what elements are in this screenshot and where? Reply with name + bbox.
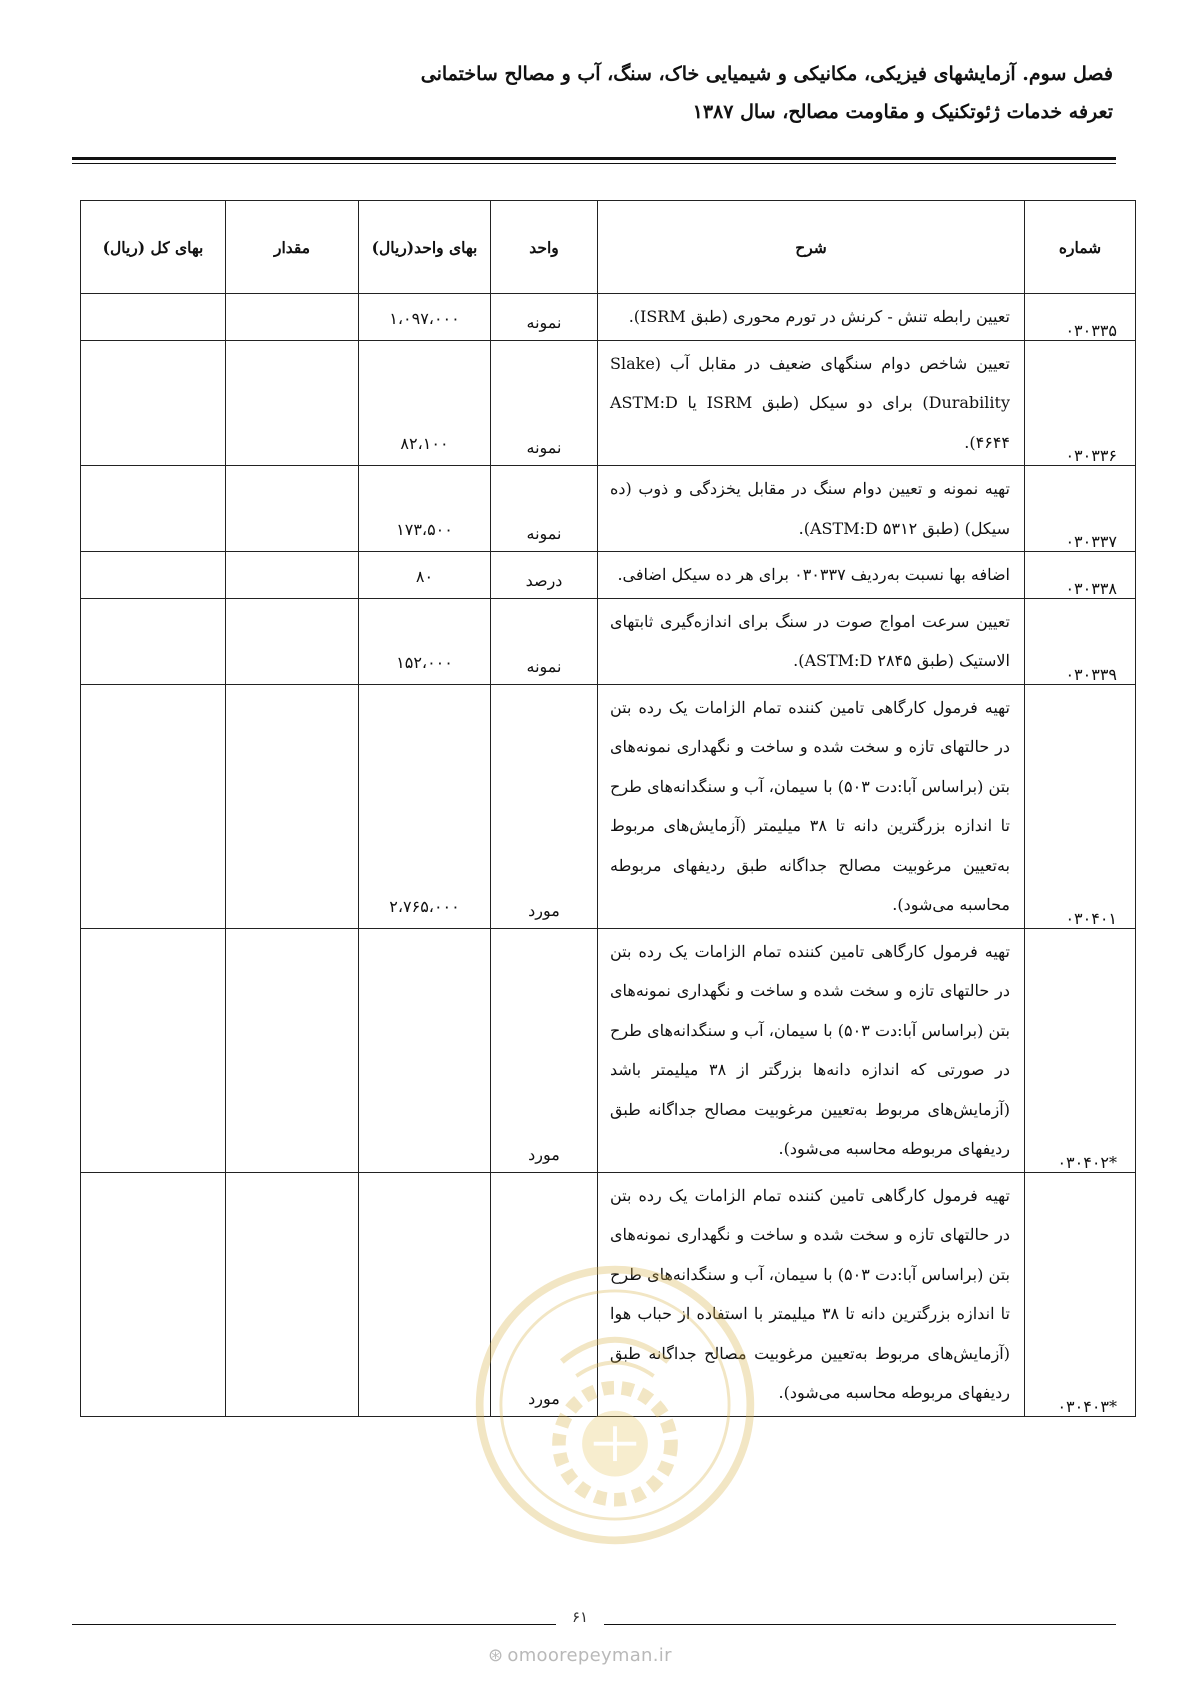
table-row — [81, 294, 1136, 341]
table-row — [81, 340, 1136, 466]
row-number: ۰۳۰۳۳۶ — [1025, 340, 1136, 466]
page-number: ۶۱ — [572, 1608, 589, 1626]
row-quantity — [226, 928, 359, 1172]
row-description: اضافه بها نسبت به‌ردیف ۰۳۰۳۳۷ برای هر ده سیکل اضافی. — [598, 552, 1025, 599]
page-header — [73, 55, 1113, 131]
row-number: *۰۳۰۴۰۳ — [1025, 1172, 1136, 1416]
table-row — [81, 928, 1136, 1172]
row-unit-price — [359, 928, 491, 1172]
header-unit-price: بهای واحد(ریال) — [359, 201, 491, 294]
table-row — [81, 466, 1136, 552]
watermark-logo-icon: ⊛ — [488, 1645, 504, 1666]
row-unit: نمونه — [491, 598, 598, 684]
row-unit: مورد — [491, 1172, 598, 1416]
row-unit: مورد — [491, 928, 598, 1172]
header-divider-thin — [72, 163, 1116, 164]
row-unit-price: ۸۰ — [359, 552, 491, 599]
header-total-price: بهای کل (ریال) — [81, 201, 226, 294]
row-total-price — [81, 684, 226, 928]
row-quantity — [226, 598, 359, 684]
row-quantity — [226, 1172, 359, 1416]
chapter-title: فصل سوم. آزمایشهای فیزیکی، مکانیکی و شیمیایی خاک، سنگ، آب و مصالح ساختمانی — [420, 63, 1113, 85]
row-total-price — [81, 340, 226, 466]
header-description: شرح — [598, 201, 1025, 294]
row-unit-price: ۸۲،۱۰۰ — [359, 340, 491, 466]
row-number: ۰۳۰۳۳۵ — [1025, 294, 1136, 341]
footer-divider-left — [72, 1624, 556, 1625]
row-unit-price: ۱۵۲،۰۰۰ — [359, 598, 491, 684]
row-description: تعیین سرعت امواج صوت در سنگ برای اندازه‌گیری ثابتهای الاستیک (طبق ASTM:D ۲۸۴۵). — [598, 598, 1025, 684]
watermark-text: omoorepeyman.ir — [507, 1645, 672, 1666]
row-number: ۰۳۰۳۳۷ — [1025, 466, 1136, 552]
row-total-price — [81, 552, 226, 599]
row-quantity — [226, 340, 359, 466]
row-quantity — [226, 466, 359, 552]
header-unit: واحد — [491, 201, 598, 294]
table-row — [81, 598, 1136, 684]
row-description: تعیین شاخص دوام سنگهای ضعیف در مقابل آب (Slake Durability) برای دو سیکل (طبق ISRM یا ASTM:D ۴۶۴۴). — [598, 340, 1025, 466]
row-quantity — [226, 684, 359, 928]
row-description: تهیه فرمول کارگاهی تامین کننده تمام الزامات یک رده بتن در حالتهای تازه و سخت شده و ساخت و نگهداری نمونه‌های بتن (براساس آبا:دت ۵۰۳) با سیمان، آب و سنگدانه‌های طرح تا اندازه بزرگترین دانه تا ۳۸ میلیمتر (آزمایش‌های مربوط به‌تعیین مرغوبیت مصالح جداگانه طبق ردیفهای مربوطه محاسبه می‌شود). — [598, 684, 1025, 928]
header-quantity: مقدار — [226, 201, 359, 294]
table-row — [81, 552, 1136, 599]
row-unit: درصد — [491, 552, 598, 599]
table-header-row — [81, 201, 1136, 294]
site-watermark — [488, 1645, 672, 1666]
row-description: تعیین رابطه تنش - کرنش در تورم محوری (طبق ISRM). — [598, 294, 1025, 341]
row-description: تهیه نمونه و تعیین دوام سنگ در مقابل یخزدگی و ذوب (ده سیکل) (طبق ASTM:D ۵۳۱۲). — [598, 466, 1025, 552]
row-unit-price: ۱۷۳،۵۰۰ — [359, 466, 491, 552]
seal-watermark-icon — [470, 1260, 760, 1550]
row-description: تهیه فرمول کارگاهی تامین کننده تمام الزامات یک رده بتن در حالتهای تازه و سخت شده و ساخت و نگهداری نمونه‌های بتن (براساس آبا:دت ۵۰۳) با سیمان، آب و سنگدانه‌های طرح تا اندازه بزرگترین دانه تا ۳۸ میلیمتر با استفاده از حباب هوا (آزمایش‌های مربوط به‌تعیین مرغوبیت مصالح جداگانه طبق ردیفهای مربوطه محاسبه می‌شود). — [598, 1172, 1025, 1416]
row-unit: نمونه — [491, 340, 598, 466]
row-total-price — [81, 1172, 226, 1416]
row-quantity — [226, 294, 359, 341]
document-title: تعرفه خدمات ژئوتکنیک و مقاومت مصالح، سال ۱۳۸۷ — [692, 101, 1113, 123]
price-table — [80, 200, 1136, 1417]
row-quantity — [226, 552, 359, 599]
row-description: تهیه فرمول کارگاهی تامین کننده تمام الزامات یک رده بتن در حالتهای تازه و سخت شده و ساخت و نگهداری نمونه‌های بتن (براساس آبا:دت ۵۰۳) با سیمان، آب و سنگدانه‌های طرح در صورتی که اندازه دانه‌ها بزرگتر از ۳۸ میلیمتر باشد (آزمایش‌های مربوط به‌تعیین مرغوبیت مصالح جداگانه طبق ردیفهای مربوطه محاسبه می‌شود). — [598, 928, 1025, 1172]
row-number: *۰۳۰۴۰۲ — [1025, 928, 1136, 1172]
row-total-price — [81, 466, 226, 552]
row-unit: مورد — [491, 684, 598, 928]
row-unit: نمونه — [491, 466, 598, 552]
row-total-price — [81, 928, 226, 1172]
row-total-price — [81, 598, 226, 684]
footer-divider-right — [604, 1624, 1116, 1625]
header-number: شماره — [1025, 201, 1136, 294]
header-divider-thick — [72, 157, 1116, 160]
row-unit-price: ۱،۰۹۷،۰۰۰ — [359, 294, 491, 341]
row-number: ۰۳۰۳۳۹ — [1025, 598, 1136, 684]
row-unit-price: ۲،۷۶۵،۰۰۰ — [359, 684, 491, 928]
row-number: ۰۳۰۴۰۱ — [1025, 684, 1136, 928]
table-row — [81, 684, 1136, 928]
row-total-price — [81, 294, 226, 341]
row-unit: نمونه — [491, 294, 598, 341]
row-number: ۰۳۰۳۳۸ — [1025, 552, 1136, 599]
